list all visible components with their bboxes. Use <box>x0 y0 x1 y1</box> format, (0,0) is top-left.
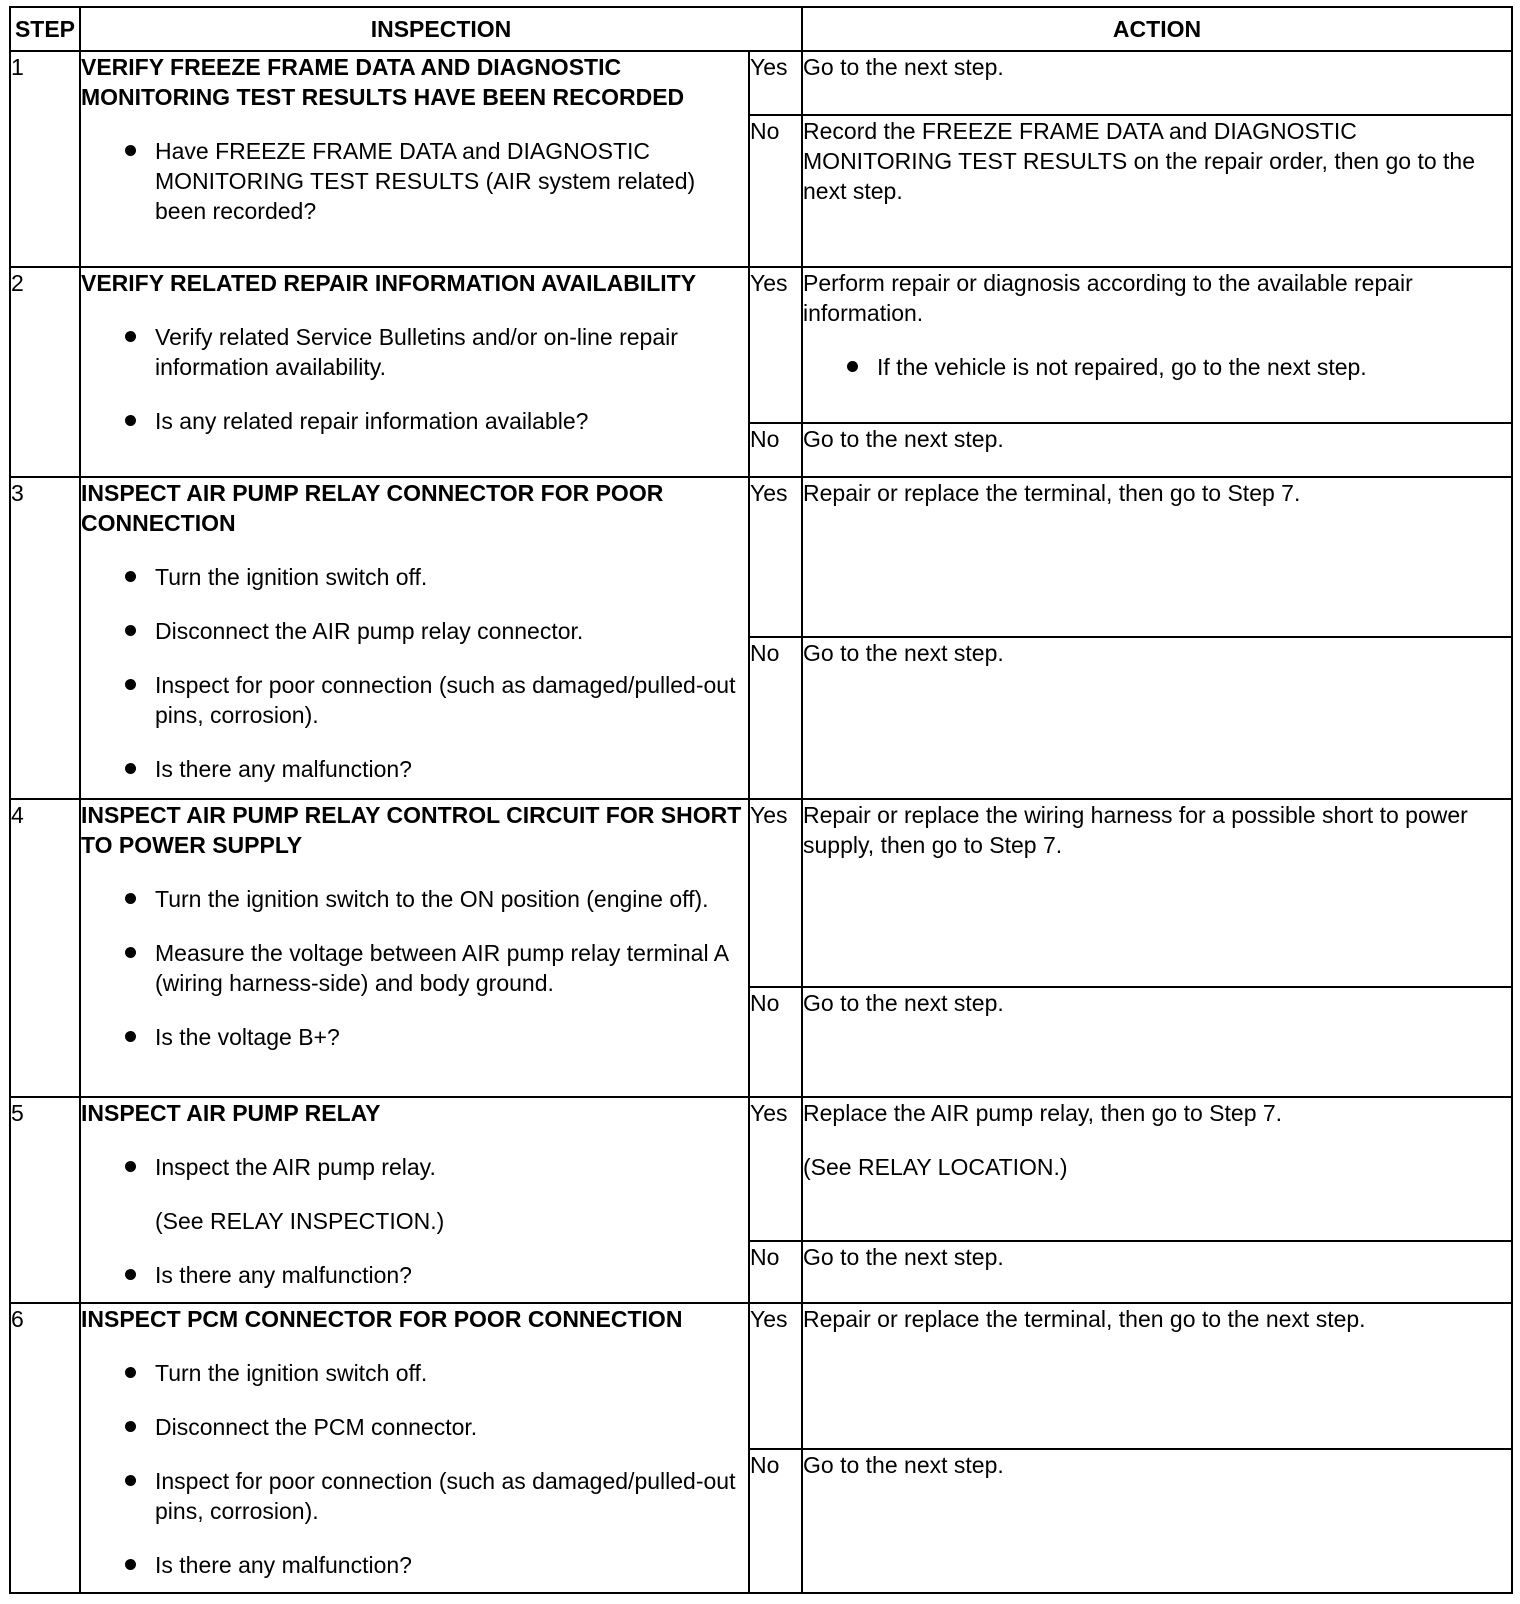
inspection-bullet: Is there any malfunction? <box>81 1260 748 1290</box>
no-action: Go to the next step. <box>802 1449 1512 1593</box>
step-4-yes-row <box>10 799 1512 987</box>
no-action: Record the FREEZE FRAME DATA and DIAGNOSTIC MONITORING TEST RESULTS on the repair order, then go to the next step. <box>802 115 1512 267</box>
step-number: 4 <box>10 799 80 1097</box>
step-title: VERIFY FREEZE FRAME DATA AND DIAGNOSTIC MONITORING TEST RESULTS HAVE BEEN RECORDED <box>81 54 685 110</box>
step-title: INSPECT AIR PUMP RELAY <box>81 1100 381 1126</box>
step-title: INSPECT PCM CONNECTOR FOR POOR CONNECTION <box>81 1306 683 1332</box>
diagnostic-table <box>9 6 1513 1594</box>
step-inspection <box>80 267 749 477</box>
header-row <box>10 7 1512 51</box>
inspection-bullet: Turn the ignition switch off. <box>81 1358 748 1388</box>
no-action: Go to the next step. <box>802 423 1512 477</box>
yes-action: Perform repair or diagnosis according to the available repair information. If the vehicle is not repaired, go to the next step. <box>802 267 1512 423</box>
step-number: 5 <box>10 1097 80 1303</box>
step-number: 6 <box>10 1303 80 1593</box>
step-number: 3 <box>10 477 80 799</box>
step-5-yes-row <box>10 1097 1512 1241</box>
no-label: No <box>749 637 802 799</box>
step-inspection <box>80 1097 749 1303</box>
inspection-bullet: Disconnect the AIR pump relay connector. <box>81 616 748 646</box>
yes-label: Yes <box>749 51 802 115</box>
yes-label: Yes <box>749 477 802 637</box>
step-number: 1 <box>10 51 80 267</box>
inspection-bullet: Inspect for poor connection (such as damaged/pulled-out pins, corrosion). <box>81 670 748 730</box>
yes-action: Repair or replace the terminal, then go to Step 7. <box>802 477 1512 637</box>
inspection-bullet: Turn the ignition switch to the ON position (engine off). <box>81 884 748 914</box>
yes-label: Yes <box>749 267 802 423</box>
inspection-bullet: Is any related repair information available? <box>81 406 748 436</box>
yes-action: Replace the AIR pump relay, then go to Step 7. (See RELAY LOCATION.) <box>802 1097 1512 1241</box>
inspection-bullet: Have FREEZE FRAME DATA and DIAGNOSTIC MONITORING TEST RESULTS (AIR system related) been recorded? <box>81 136 748 226</box>
step-3-yes-row <box>10 477 1512 637</box>
yes-action: Repair or replace the wiring harness for a possible short to power supply, then go to Step 7. <box>802 799 1512 987</box>
no-action: Go to the next step. <box>802 987 1512 1097</box>
yes-action: Go to the next step. <box>802 51 1512 115</box>
inspection-bullet: Inspect the AIR pump relay. <box>81 1152 748 1182</box>
no-label: No <box>749 1449 802 1593</box>
inspection-bullet: Disconnect the PCM connector. <box>81 1412 748 1442</box>
step-title: INSPECT AIR PUMP RELAY CONTROL CIRCUIT FOR SHORT TO POWER SUPPLY <box>81 802 742 858</box>
inspection-bullet: Turn the ignition switch off. <box>81 562 748 592</box>
header-inspection: INSPECTION <box>80 7 802 51</box>
inspection-bullet: Verify related Service Bulletins and/or on-line repair information availability. <box>81 322 748 382</box>
header-step: STEP <box>10 7 80 51</box>
step-inspection <box>80 51 749 267</box>
action-bullet: If the vehicle is not repaired, go to the next step. <box>803 352 1511 382</box>
yes-label: Yes <box>749 1097 802 1241</box>
yes-action: Repair or replace the terminal, then go to the next step. <box>802 1303 1512 1449</box>
step-6-yes-row <box>10 1303 1512 1449</box>
step-2-yes-row <box>10 267 1512 423</box>
no-label: No <box>749 423 802 477</box>
step-title: INSPECT AIR PUMP RELAY CONNECTOR FOR POOR CONNECTION <box>81 480 664 536</box>
step-inspection <box>80 1303 749 1593</box>
step-1-yes-row <box>10 51 1512 115</box>
step-inspection <box>80 799 749 1097</box>
no-action: Go to the next step. <box>802 1241 1512 1303</box>
action-note: (See RELAY LOCATION.) <box>803 1154 1068 1180</box>
inspection-bullet: Inspect for poor connection (such as damaged/pulled-out pins, corrosion). <box>81 1466 748 1526</box>
yes-label: Yes <box>749 1303 802 1449</box>
inspection-note: (See RELAY INSPECTION.) <box>155 1208 445 1234</box>
inspection-bullet: Is there any malfunction? <box>81 1550 748 1580</box>
header-action: ACTION <box>802 7 1512 51</box>
step-title: VERIFY RELATED REPAIR INFORMATION AVAILABILITY <box>81 270 697 296</box>
yes-label: Yes <box>749 799 802 987</box>
step-inspection <box>80 477 749 799</box>
inspection-bullet: Measure the voltage between AIR pump relay terminal A (wiring harness-side) and body ground. <box>81 938 748 998</box>
inspection-bullet: Is the voltage B+? <box>81 1022 748 1052</box>
no-label: No <box>749 987 802 1097</box>
step-number: 2 <box>10 267 80 477</box>
no-label: No <box>749 1241 802 1303</box>
no-action: Go to the next step. <box>802 637 1512 799</box>
no-label: No <box>749 115 802 267</box>
inspection-bullet: Is there any malfunction? <box>81 754 748 784</box>
